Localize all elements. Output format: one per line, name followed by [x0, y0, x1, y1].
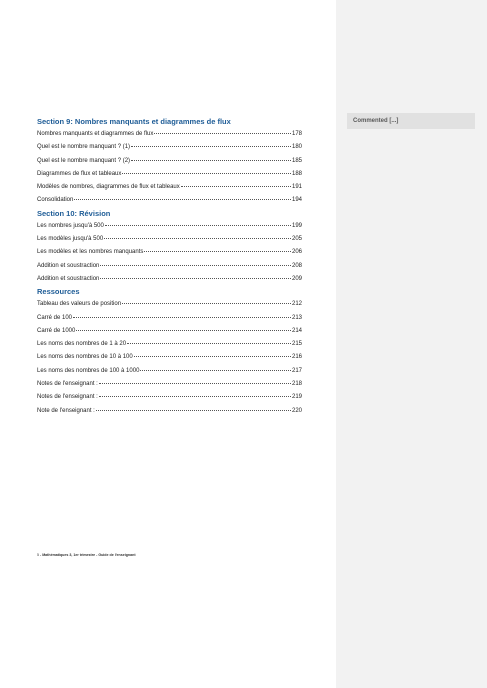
page-footer [37, 553, 136, 557]
toc-leader-dots [74, 193, 291, 200]
toc-entry-page: 178 [291, 131, 302, 137]
toc-entry-label: Les modèles et les nombres manquants [37, 249, 144, 256]
comment-pane [336, 0, 487, 688]
footer-text: - Mathématiques 3, 1er trimestre - Guide de l'enseignant [39, 553, 136, 557]
toc-entry-label: Addition et soustraction [37, 262, 100, 269]
toc-leader-dots [134, 350, 291, 357]
toc-entry-label: Note de l'enseignant : [37, 407, 95, 414]
section-title: Section 9: Nombres manquants et diagrammes de flux [37, 117, 231, 126]
section-title: Section 10: Révision [37, 208, 111, 218]
toc-entry-page: 194 [291, 197, 302, 204]
toc-entry[interactable] [37, 378, 302, 391]
toc-entry[interactable] [37, 220, 302, 233]
toc-entry-label: Modèles de nombres, diagrammes de flux et tableaux [37, 184, 180, 191]
toc-entry-label: Notes de l'enseignant : [37, 394, 98, 401]
toc-entry-label: Les noms des nombres de 1 à 20 [37, 341, 127, 348]
toc-leader-dots [127, 337, 291, 344]
toc-entry-label: Quel est le nombre manquant ? (1) [37, 144, 131, 151]
toc-entry-label: Carré de 100 [37, 314, 73, 321]
toc-entry-page: 218 [291, 381, 302, 388]
toc-entry-page: 180 [291, 144, 302, 151]
comment-header[interactable]: Commented [...] [347, 113, 475, 129]
toc-entry[interactable] [37, 325, 302, 338]
toc-entry[interactable] [37, 168, 302, 181]
toc-entry[interactable] [37, 181, 302, 194]
toc-entry[interactable] [37, 405, 302, 418]
toc-leader-dots [99, 377, 291, 384]
footer-page-number: 5 [37, 553, 39, 557]
toc-entry[interactable] [37, 312, 302, 325]
toc-entry-page: 199 [291, 222, 302, 229]
toc-leader-dots [76, 324, 291, 331]
toc-entry-label: Carré de 1000 [37, 327, 76, 334]
toc-leader-dots [144, 245, 291, 252]
toc-entry[interactable] [37, 128, 302, 141]
toc-leader-dots [73, 311, 291, 318]
toc-entry[interactable] [37, 141, 302, 154]
toc-entry-label: Les noms des nombres de 100 à 1000 [37, 367, 140, 374]
toc-entry-label: Les noms des nombres de 10 à 100 [37, 354, 133, 361]
toc-leader-dots [140, 364, 291, 371]
toc-entry[interactable] [37, 273, 302, 286]
toc-entry-page: 206 [291, 249, 302, 256]
toc-entry[interactable] [37, 233, 302, 246]
toc-entry-label: Quel est le nombre manquant ? (2) [37, 157, 131, 164]
toc-leader-dots [154, 127, 291, 134]
toc-leader-dots [104, 232, 291, 239]
toc-leader-dots [100, 272, 291, 279]
toc-entry-label: Les nombres jusqu'à 500 [37, 222, 104, 229]
toc-entry[interactable] [37, 246, 302, 259]
toc-entry-page: 220 [291, 407, 302, 414]
toc-leader-dots [122, 167, 291, 174]
toc-leader-dots [105, 219, 291, 226]
toc-entry-page: 185 [291, 157, 302, 164]
toc-leader-dots [96, 404, 291, 411]
toc-entry[interactable] [37, 338, 302, 351]
table-of-contents [37, 116, 302, 418]
toc-entry-page: 191 [291, 184, 302, 191]
toc-entry-label: Diagrammes de flux et tableaux [37, 170, 122, 177]
toc-entry[interactable] [37, 365, 302, 378]
toc-leader-dots [181, 180, 291, 187]
toc-entry-label: Consolidation [37, 197, 74, 204]
toc-entry[interactable] [37, 351, 302, 364]
toc-leader-dots [131, 154, 291, 161]
toc-entry-label: Tableau des valeurs de position [37, 301, 122, 308]
toc-entry-page: 212 [291, 301, 302, 308]
section-title: Ressources [37, 287, 80, 297]
toc-entry[interactable] [37, 260, 302, 273]
toc-leader-dots [122, 297, 291, 304]
toc-leader-dots [100, 259, 291, 266]
toc-entry[interactable] [37, 155, 302, 168]
toc-leader-dots [99, 390, 291, 397]
toc-entry-label: Notes de l'enseignant : [37, 381, 98, 388]
toc-entry-label: Nombres manquants et diagrammes de flux [37, 131, 154, 137]
toc-entry-page: 217 [291, 367, 302, 374]
toc-entry[interactable] [37, 194, 302, 207]
toc-entry-page: 213 [291, 314, 302, 321]
toc-entry-label: Les modèles jusqu'à 500 [37, 236, 104, 243]
toc-entry-page: 219 [291, 394, 302, 401]
toc-entry-page: 216 [291, 354, 302, 361]
toc-entry-page: 215 [291, 341, 302, 348]
toc-entry-page: 188 [291, 170, 302, 177]
toc-entry[interactable] [37, 298, 302, 311]
toc-entry-page: 208 [291, 262, 302, 269]
toc-entry-page: 209 [291, 275, 302, 282]
toc-entry-page: 205 [291, 236, 302, 243]
toc-entry[interactable] [37, 391, 302, 404]
toc-leader-dots [131, 140, 291, 147]
toc-entry-label: Addition et soustraction [37, 275, 100, 282]
toc-entry-page: 214 [291, 327, 302, 334]
